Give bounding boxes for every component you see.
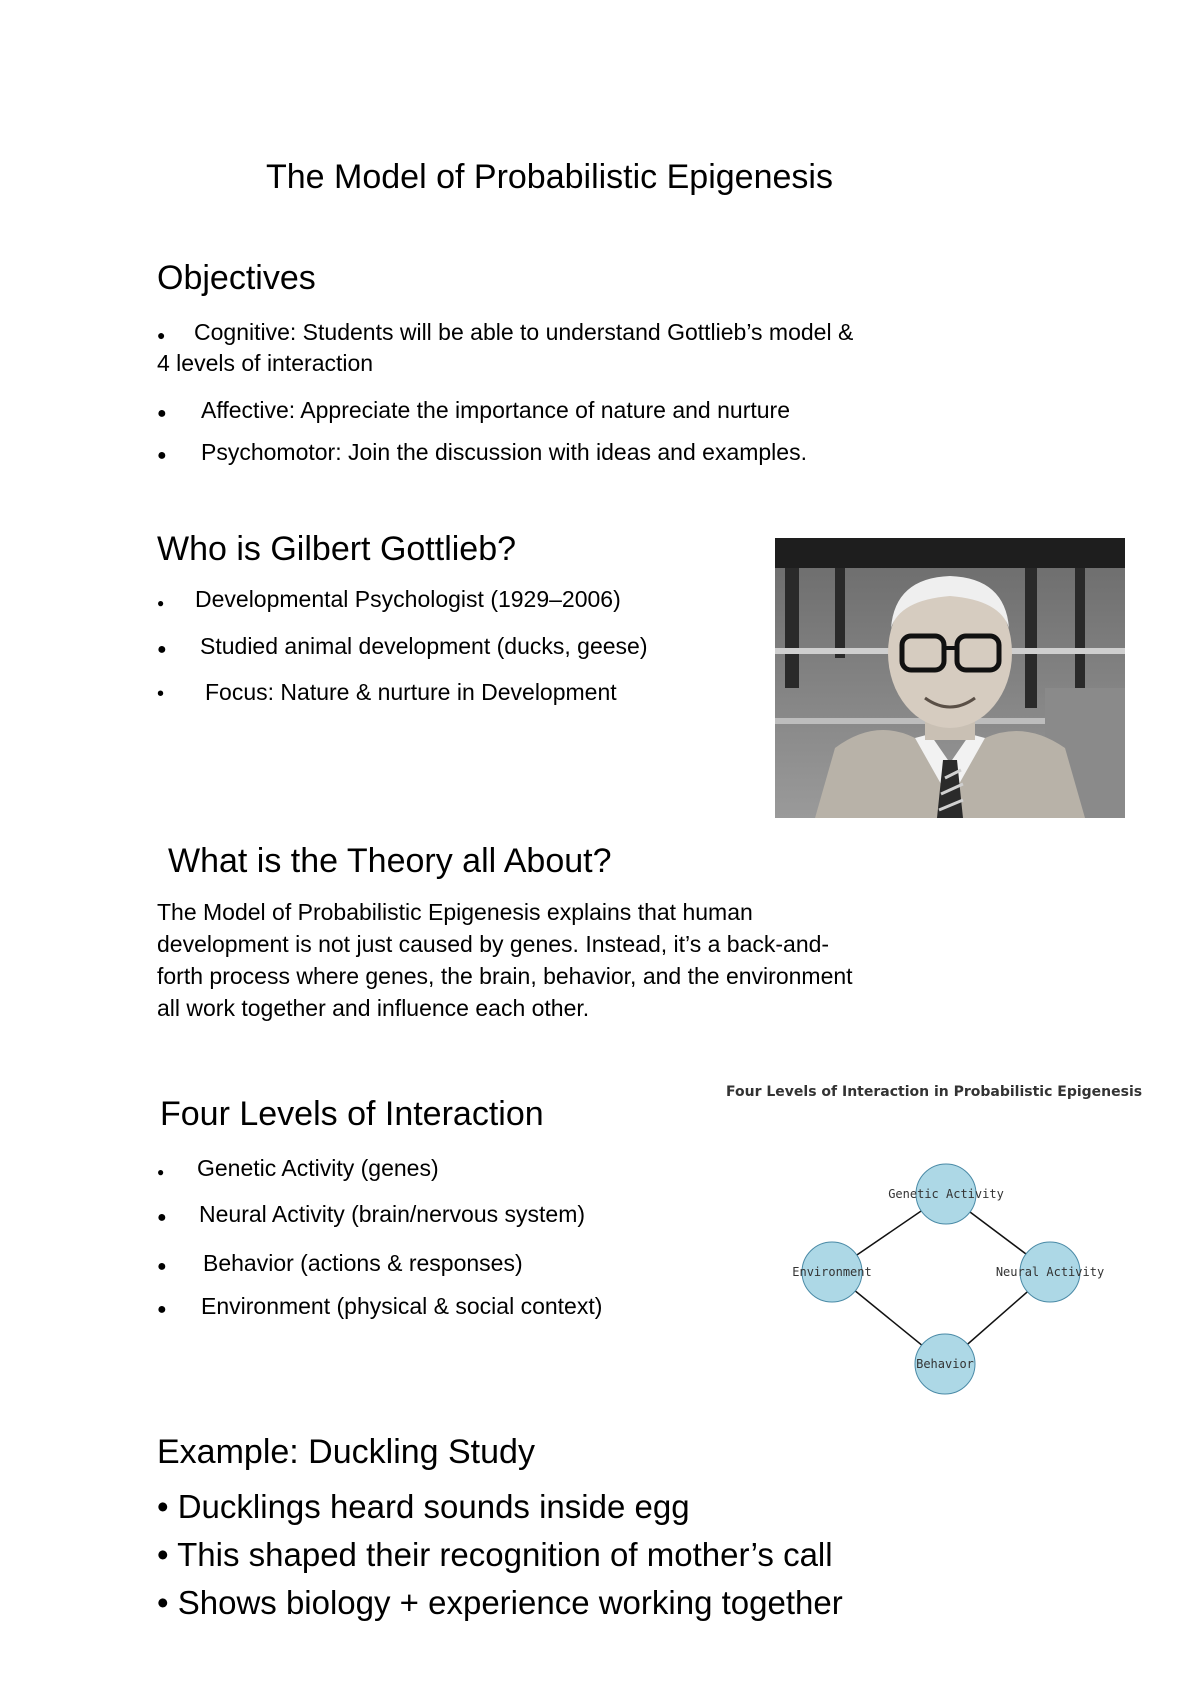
level-text: Environment (physical & social context) (201, 1293, 603, 1319)
bullet-icon: ● (157, 1301, 167, 1318)
objective-text-continued: 4 levels of interaction (157, 350, 374, 376)
theory-paragraph (157, 896, 853, 1024)
bullet-icon: ● (157, 1165, 165, 1179)
diagram-title: Four Levels of Interaction in Probabilistic Epigenesis (726, 1084, 1143, 1100)
page-title: The Model of Probabilistic Epigenesis (266, 158, 833, 196)
gottlieb-heading: Who is Gilbert Gottlieb? (157, 530, 517, 568)
list-item (157, 316, 854, 351)
bullet-icon: ● (157, 447, 167, 464)
interaction-diagram (720, 1072, 1180, 1402)
bullet-icon: • (157, 683, 165, 705)
paragraph-line: forth process where genes, the brain, behavior, and the environment (157, 963, 853, 989)
list-item: • This shaped their recognition of mother’s call (157, 1536, 833, 1573)
gottlieb-fact: Studied animal development (ducks, geese) (200, 633, 648, 659)
list-item (157, 436, 807, 472)
level-text: Genetic Activity (genes) (197, 1155, 439, 1181)
example-heading: Example: Duckling Study (157, 1433, 535, 1471)
paragraph-line: The Model of Probabilistic Epigenesis explains that human (157, 899, 753, 925)
gottlieb-fact: Developmental Psychologist (1929–2006) (195, 586, 621, 612)
bullet-icon: ● (157, 596, 165, 610)
list-item (157, 1247, 523, 1283)
list-item: • Ducklings heard sounds inside egg (157, 1488, 690, 1525)
theory-heading: What is the Theory all About? (168, 842, 612, 880)
objectives-heading: Objectives (157, 259, 316, 297)
list-item (157, 630, 648, 666)
levels-heading: Four Levels of Interaction (160, 1095, 544, 1133)
list-item (157, 676, 617, 710)
example-list (157, 1483, 843, 1627)
node-label: Neural Activity (995, 1265, 1105, 1279)
bullet-icon: ● (157, 405, 167, 422)
bullet-icon: ● (157, 327, 166, 343)
objective-text: Psychomotor: Join the discussion with ideas and examples. (201, 439, 807, 465)
node-label: Genetic Activity (888, 1187, 1004, 1201)
paragraph-line: development is not just caused by genes. Instead, it’s a back-and- (157, 931, 830, 957)
list-item (157, 1152, 439, 1188)
list-item: • Shows biology + experience working together (157, 1584, 843, 1621)
list-item (157, 394, 790, 430)
paragraph-line: all work together and influence each other. (157, 995, 590, 1021)
level-text: Behavior (actions & responses) (203, 1250, 523, 1276)
objective-text: Cognitive: Students will be able to understand Gottlieb’s model & (194, 319, 854, 345)
bullet-icon: ● (157, 1258, 167, 1275)
gottlieb-photo (775, 538, 1125, 818)
level-text: Neural Activity (brain/nervous system) (199, 1201, 586, 1227)
node-label: Behavior (916, 1357, 974, 1371)
node-label: Environment (792, 1265, 872, 1279)
bullet-icon: ● (157, 641, 167, 658)
gottlieb-fact: Focus: Nature & nurture in Development (205, 679, 617, 705)
bullet-icon: ● (157, 1209, 167, 1226)
list-item (157, 583, 621, 619)
list-item (157, 1198, 586, 1234)
objective-text: Affective: Appreciate the importance of nature and nurture (201, 397, 790, 423)
list-item (157, 1290, 603, 1326)
